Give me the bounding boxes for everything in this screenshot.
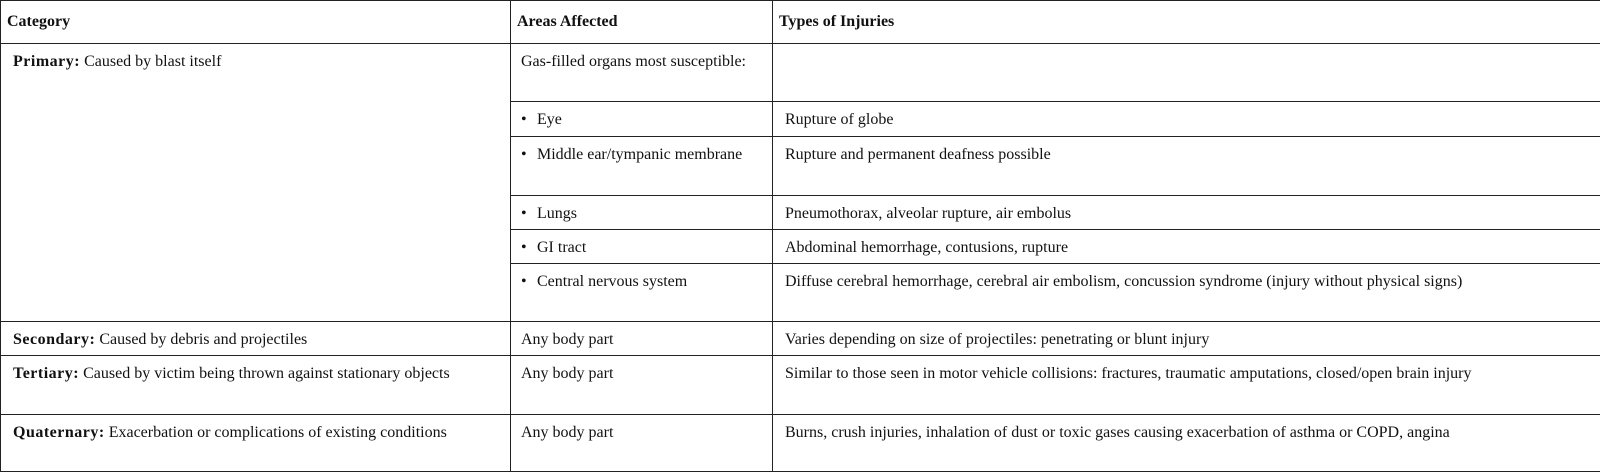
category-secondary-label: Secondary: bbox=[13, 331, 96, 349]
injury-text: Rupture and permanent deafness possible bbox=[785, 146, 1051, 164]
bullet-icon: • bbox=[521, 111, 527, 129]
injury-eye bbox=[773, 102, 1600, 137]
header-types-of-injuries: Types of Injuries bbox=[773, 1, 1600, 44]
area-cns bbox=[511, 264, 773, 322]
injury-text: Pneumothorax, alveolar rupture, air embolus bbox=[785, 204, 1072, 222]
injury-primary-intro-empty bbox=[773, 44, 1600, 102]
table-row-secondary bbox=[1, 322, 1600, 356]
category-secondary-description: Caused by debris and projectiles bbox=[99, 331, 308, 349]
injury-quaternary bbox=[773, 414, 1600, 471]
category-primary-label: Primary: bbox=[13, 53, 81, 70]
injury-text: Abdominal hemorrhage, contusions, rupture bbox=[785, 239, 1069, 257]
injury-tertiary bbox=[773, 356, 1600, 414]
injury-text: Varies depending on size of projectiles: penetrating or blunt injury bbox=[785, 331, 1210, 349]
bullet-icon: • bbox=[521, 239, 527, 257]
table-row-primary-intro bbox=[1, 44, 1600, 102]
injury-text: Burns, crush injuries, inhalation of dust or toxic gases causing exacerbation of asthma or COPD, angina bbox=[785, 423, 1450, 441]
category-primary-description: Caused by blast itself bbox=[84, 53, 222, 70]
area-text: Middle ear/tympanic membrane bbox=[537, 146, 743, 164]
category-quaternary-label: Quaternary: bbox=[13, 423, 105, 441]
table-row-quaternary bbox=[1, 414, 1600, 471]
injury-text: Rupture of globe bbox=[785, 111, 894, 129]
area-quaternary: Any body part bbox=[511, 414, 773, 471]
area-eye bbox=[511, 102, 773, 137]
injury-lungs bbox=[773, 195, 1600, 230]
injury-secondary bbox=[773, 322, 1600, 356]
category-quaternary bbox=[1, 414, 511, 471]
area-tertiary: Any body part bbox=[511, 356, 773, 414]
injury-text: Diffuse cerebral hemorrhage, cerebral air embolism, concussion syndrome (injury without physical signs) bbox=[785, 273, 1463, 291]
area-text: GI tract bbox=[537, 239, 587, 257]
category-quaternary-description: Exacerbation or complications of existing conditions bbox=[108, 423, 447, 441]
category-tertiary-label: Tertiary: bbox=[13, 365, 80, 383]
category-secondary bbox=[1, 322, 511, 356]
injury-text: Similar to those seen in motor vehicle collisions: fractures, traumatic amputations, closed/open brain injury bbox=[785, 365, 1472, 383]
area-intro-text: Gas-filled organs most susceptible: bbox=[521, 53, 746, 70]
area-text: Lungs bbox=[537, 204, 577, 222]
area-text: Eye bbox=[537, 111, 562, 129]
area-secondary: Any body part bbox=[511, 322, 773, 356]
bullet-icon: • bbox=[521, 146, 527, 164]
category-primary bbox=[1, 44, 511, 322]
category-tertiary-description: Caused by victim being thrown against stationary objects bbox=[83, 365, 450, 383]
bullet-icon: • bbox=[521, 273, 527, 291]
injury-middle-ear bbox=[773, 137, 1600, 195]
header-row bbox=[1, 1, 1600, 44]
injury-gi-tract bbox=[773, 230, 1600, 264]
table-row-tertiary bbox=[1, 356, 1600, 414]
injury-cns bbox=[773, 264, 1600, 322]
area-middle-ear bbox=[511, 137, 773, 195]
category-tertiary bbox=[1, 356, 511, 414]
header-category: Category bbox=[1, 1, 511, 44]
area-lungs bbox=[511, 195, 773, 230]
area-text: Central nervous system bbox=[537, 273, 688, 291]
header-areas-affected: Areas Affected bbox=[511, 1, 773, 44]
area-primary-intro bbox=[511, 44, 773, 102]
bullet-icon: • bbox=[521, 204, 527, 222]
area-gi-tract bbox=[511, 230, 773, 264]
